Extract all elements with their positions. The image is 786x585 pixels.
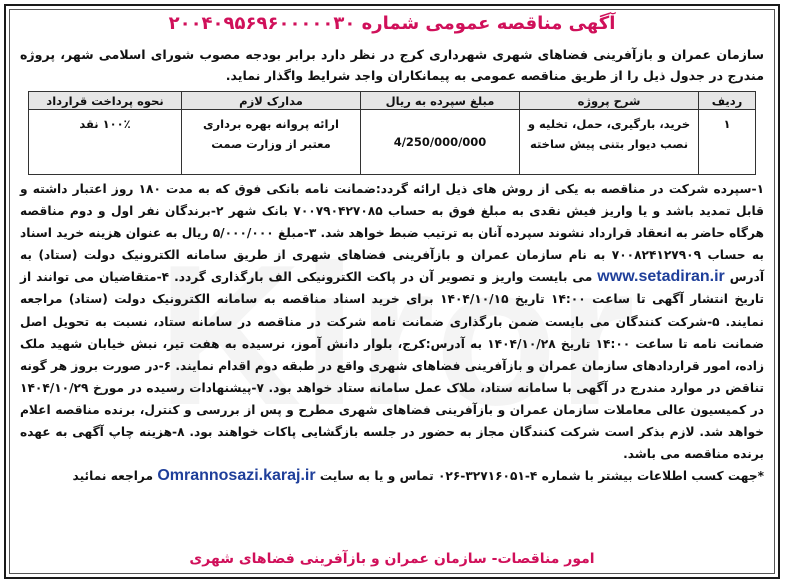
cell-docs: ارائه پروانه بهره برداری معتبر از وزارت صمت [182,110,361,175]
header-payment: نحوه پرداخت قرارداد [29,92,182,110]
table-header-row [29,92,756,110]
header-docs: مدارک لازم [182,92,361,110]
cell-deposit: 4/250/000/000 [361,110,520,175]
header-row-number: ردیف [699,92,756,110]
table-row [29,110,756,175]
setad-website-link[interactable]: www.setadiran.ir [597,268,725,286]
header-deposit: مبلغ سپرده به ریال [361,92,520,110]
intro-paragraph: سازمان عمران و بازآفرینی فضاهای شهری شهرداری کرج در نظر دارد برابر بودجه مصوب شورای اسلامی شهر، پروژه مندرج در جدول ذیل را از طریق مناقصه عمومی به پیمانکاران واجد شرایط واگذار نماید. [20,47,764,83]
cell-payment: ۱۰۰٪ نقد [29,110,182,175]
conditions-part1: ۱-سپرده شرکت در مناقصه به یکی از روش های ذیل ارائه گردد:ضمانت نامه بانکی فوق که به مدت ۱۸۰ روز اعتبار داشته و قابل تمدید باشد و یا واریز فیش نقدی به مبلغ فوق به حساب ۷۰۰۷۹۰۴۲۷۰۸۵ بانک شهر ۲-برندگان نفر اول و دوم مناقصه هرگاه حاضر به انعقاد قرارداد نشوند سپرده آنان به ترتیب ضبط خواهد شد. ۳-مبلغ ۵/۰۰۰/۰۰۰ ریال به عنوان هزینه خرید اسناد به حساب ۷۰۰۸۲۴۱۲۷۹۰۹ به نام سازمان عمران و بازآفرینی فضاهای شهری از طریق سامانه الکترونیک دولت (ستاد) به آدرس [20,182,765,285]
notice-frame [4,4,780,579]
omrannosazi-website-link[interactable]: Omrannosazi.karaj.ir [157,467,316,485]
footer-signature: امور مناقصات- سازمان عمران و بازآفرینی فضاهای شهری [189,551,595,567]
tender-table [28,91,756,175]
contact-suffix: مراجعه نمائید [72,469,154,484]
header-project: شرح پروژه [520,92,699,110]
notice-title: آگهی مناقصه عمومی شماره ۲۰۰۴۰۹۵۶۹۶۰۰۰۰۰۳۰ [168,13,616,34]
cell-project: خرید، بارگیری، حمل، تخلیه و نصب دیوار بتنی پیش ساخته [520,110,699,175]
conditions-part2: می بایست واریز و تصویر آن در پاکت الکترونیکی الف بارگذاری گردد. ۴-متقاضیان می توانند از تاریخ انتشار آگهی تا ساعت ۱۴:۰۰ تاریخ ۱۴۰۴/۱۰/۱۵ برای خرید اسناد مناقصه به سامانه الکترونیک دولت (ستاد) مراجعه نمایند. ۵-شرکت کنندگان می بایست ضمن بارگذاری ضمانت نامه شرکت در مناقصه در سامانه ستاد، نسبت به تحویل اصل ضمانت نامه تا ساعت ۱۴:۰۰ تاریخ ۱۴۰۴/۱۰/۲۸ به آدرس:کرج، بلوار دانش آموز، نرسیده به هفت تیر، نبش خیابان شهید ملک زاده، امور قراردادهای سازمان عمران و بازآفرینی فضاهای شهری واقع در طبقه دوم اقدام نمایند. ۶-در صورت بروز هر گونه تناقض در موارد مندرج در آگهی با سامانه ستاد، ملاک عمل سامانه ستاد خواهد بود. ۷-پیشنهادات رسیده در مورخ ۱۴۰۴/۱۰/۲۹ در کمیسیون عالی معاملات سازمان عمران و بازآفرینی فضاهای شهری مطرح و پس از بررسی و کنترل، برنده مناقصه اعلام خواهد شد. لازم بذکر است شرکت کنندگان مجاز به حضور در جلسه بازگشایی پاکات خواهند بود. ۸-هزینه چاپ آگهی به عهده برنده مناقصه می باشد. [20,270,764,462]
cell-row-number: ۱ [699,110,756,175]
conditions-text [20,178,764,487]
contact-prefix: *جهت کسب اطلاعات بیشتر با شماره ۴-۳۲۷۱۶۰۵۱-۰۲۶ تماس و یا به سایت [319,469,764,484]
